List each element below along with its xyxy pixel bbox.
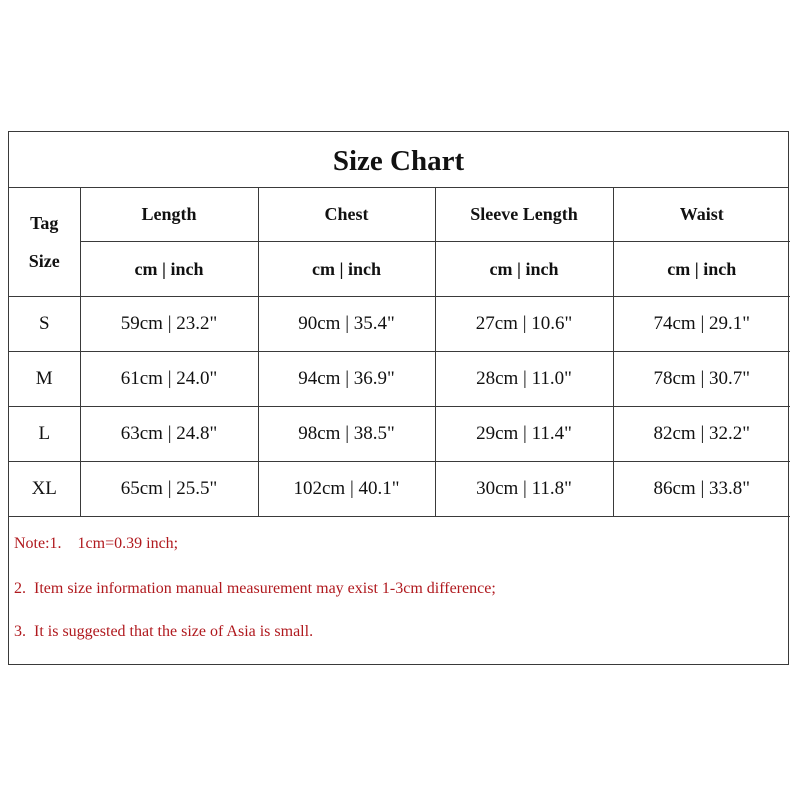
unit-row: [9, 242, 790, 297]
size-chart: [8, 131, 789, 665]
table-cell-waist: 86cm | 33.8": [613, 462, 790, 517]
table-cell-length: 61cm | 24.0": [80, 352, 258, 407]
table-cell-chest: 98cm | 38.5": [258, 407, 435, 462]
table-cell-sleeve-length: 29cm | 11.4": [435, 407, 613, 462]
unit-label-chest: cm | inch: [258, 242, 435, 297]
note-asia-size: 3. It is suggested that the size of Asia is small.: [14, 623, 314, 640]
table-cell-chest: 94cm | 36.9": [258, 352, 435, 407]
column-header-waist: Waist: [613, 188, 790, 242]
note-conversion: Note:1. 1cm=0.39 inch;: [14, 535, 179, 552]
column-header-chest: Chest: [258, 188, 435, 242]
table-cell-sleeve-length: 28cm | 11.0": [435, 352, 613, 407]
tag-size-header: [9, 188, 80, 297]
table-cell-sleeve-length: 30cm | 11.8": [435, 462, 613, 517]
tag-size-header-line-1: Tag: [30, 213, 59, 233]
table-cell-chest: 102cm | 40.1": [258, 462, 435, 517]
note-measurement-difference: 2. Item size information manual measurement may exist 1-3cm difference;: [14, 580, 496, 597]
table-cell-waist: 78cm | 30.7": [613, 352, 790, 407]
table-cell-length: 65cm | 25.5": [80, 462, 258, 517]
table-cell-waist: 74cm | 29.1": [613, 297, 790, 352]
table-cell-waist: 82cm | 32.2": [613, 407, 790, 462]
size-cell: M: [9, 352, 80, 407]
header-row: [9, 188, 790, 242]
unit-label-sleeve-length: cm | inch: [435, 242, 613, 297]
table-cell-length: 63cm | 24.8": [80, 407, 258, 462]
size-table: [9, 188, 790, 517]
table-cell-chest: 90cm | 35.4": [258, 297, 435, 352]
table-row-m: [9, 352, 790, 407]
tag-size-header-line-2: Size: [28, 251, 60, 271]
chart-title: Size Chart: [9, 132, 788, 188]
unit-label-length: cm | inch: [80, 242, 258, 297]
size-cell: S: [9, 297, 80, 352]
size-cell: XL: [9, 462, 80, 517]
table-cell-length: 59cm | 23.2": [80, 297, 258, 352]
column-header-sleeve-length: Sleeve Length: [435, 188, 613, 242]
table-row-s: [9, 297, 790, 352]
size-cell: L: [9, 407, 80, 462]
table-cell-sleeve-length: 27cm | 10.6": [435, 297, 613, 352]
column-header-length: Length: [80, 188, 258, 242]
unit-label-waist: cm | inch: [613, 242, 790, 297]
table-row-xl: [9, 462, 790, 517]
table-row-l: [9, 407, 790, 462]
